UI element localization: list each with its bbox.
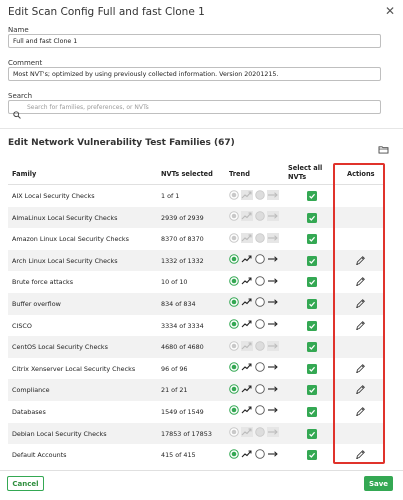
trend-dynamic-radio[interactable] bbox=[229, 297, 239, 309]
select-all-nvts-checkbox[interactable] bbox=[307, 407, 317, 417]
trend-radio-group bbox=[229, 233, 279, 244]
select-all-nvts-checkbox[interactable] bbox=[307, 450, 317, 460]
trend-up-icon bbox=[241, 405, 253, 417]
trend-dynamic-radio[interactable] bbox=[229, 254, 239, 266]
trend-up-icon bbox=[241, 276, 253, 288]
col-select-all-line2: NVTs bbox=[288, 173, 307, 181]
check-icon bbox=[308, 214, 316, 222]
col-nvts-selected[interactable]: NVTs selected bbox=[161, 170, 213, 178]
family-name: Amazon Linux Local Security Checks bbox=[12, 235, 129, 244]
nvts-selected: 10 of 10 bbox=[161, 278, 188, 287]
check-icon bbox=[308, 386, 316, 394]
trend-static-radio bbox=[255, 211, 265, 223]
close-icon[interactable]: ✕ bbox=[384, 4, 395, 18]
trend-dynamic-radio bbox=[229, 427, 239, 439]
trend-up-icon bbox=[241, 362, 253, 374]
check-icon bbox=[308, 343, 316, 351]
name-input[interactable] bbox=[8, 34, 381, 48]
trend-static-radio bbox=[255, 190, 265, 202]
check-icon bbox=[308, 365, 316, 373]
table-row bbox=[8, 293, 383, 315]
search-placeholder: Search for families, preferences, or NVTs bbox=[27, 104, 149, 111]
table-row bbox=[8, 315, 383, 337]
cancel-button[interactable]: Cancel bbox=[7, 476, 44, 491]
table-row bbox=[8, 401, 383, 423]
nvts-selected: 8370 of 8370 bbox=[161, 235, 204, 244]
select-all-nvts-checkbox[interactable] bbox=[307, 256, 317, 266]
family-name: AlmaLinux Local Security Checks bbox=[12, 213, 118, 222]
trend-radio-group[interactable] bbox=[229, 449, 279, 460]
trend-static-radio[interactable] bbox=[255, 254, 265, 266]
folder-icon[interactable] bbox=[378, 139, 389, 158]
families-table bbox=[8, 159, 383, 466]
table-row bbox=[8, 358, 383, 380]
edit-family-pencil-icon[interactable] bbox=[355, 449, 366, 462]
trend-arrow-right-icon bbox=[267, 427, 279, 439]
edit-family-pencil-icon[interactable] bbox=[355, 298, 366, 311]
select-all-nvts-checkbox[interactable] bbox=[307, 385, 317, 395]
comment-input[interactable] bbox=[8, 67, 381, 81]
check-icon bbox=[308, 430, 316, 438]
check-icon bbox=[308, 257, 316, 265]
family-name: Compliance bbox=[12, 386, 50, 395]
trend-static-radio[interactable] bbox=[255, 362, 265, 374]
table-row bbox=[8, 228, 383, 250]
trend-radio-group[interactable] bbox=[229, 320, 279, 331]
trend-radio-group bbox=[229, 190, 279, 201]
trend-static-radio bbox=[255, 427, 265, 439]
col-family[interactable]: Family bbox=[12, 170, 37, 178]
trend-up-icon bbox=[241, 190, 253, 202]
trend-radio-group[interactable] bbox=[229, 276, 279, 287]
footer-divider bbox=[0, 470, 403, 471]
nvts-selected: 4680 of 4680 bbox=[161, 343, 204, 352]
col-trend[interactable]: Trend bbox=[229, 170, 250, 178]
table-row bbox=[8, 250, 383, 272]
trend-up-icon bbox=[241, 427, 253, 439]
trend-arrow-right-icon bbox=[267, 276, 279, 288]
trend-dynamic-radio[interactable] bbox=[229, 362, 239, 374]
select-all-nvts-checkbox[interactable] bbox=[307, 299, 317, 309]
check-icon bbox=[308, 408, 316, 416]
trend-arrow-right-icon bbox=[267, 297, 279, 309]
col-actions: Actions bbox=[347, 170, 375, 178]
check-icon bbox=[308, 192, 316, 200]
family-name: CentOS Local Security Checks bbox=[12, 343, 108, 352]
trend-static-radio[interactable] bbox=[255, 297, 265, 309]
trend-dynamic-radio[interactable] bbox=[229, 319, 239, 331]
trend-up-icon bbox=[241, 211, 253, 223]
nvts-selected: 1549 of 1549 bbox=[161, 407, 204, 416]
family-name: Default Accounts bbox=[12, 451, 67, 460]
trend-dynamic-radio[interactable] bbox=[229, 405, 239, 417]
family-name: Citrix Xenserver Local Security Checks bbox=[12, 364, 136, 373]
family-name: Arch Linux Local Security Checks bbox=[12, 256, 118, 265]
table-row bbox=[8, 444, 383, 466]
table-row bbox=[8, 336, 383, 358]
select-all-nvts-checkbox[interactable] bbox=[307, 234, 317, 244]
family-name: AIX Local Security Checks bbox=[12, 192, 95, 200]
nvts-selected: 96 of 96 bbox=[161, 364, 188, 373]
col-select-all-line1: Select all bbox=[288, 164, 323, 172]
trend-dynamic-radio bbox=[229, 190, 239, 202]
edit-family-pencil-icon[interactable] bbox=[355, 384, 366, 397]
check-icon bbox=[308, 451, 316, 459]
trend-up-icon bbox=[241, 297, 253, 309]
trend-static-radio[interactable] bbox=[255, 449, 265, 461]
trend-dynamic-radio bbox=[229, 211, 239, 223]
search-label: Search bbox=[8, 92, 33, 100]
table-row bbox=[8, 423, 383, 445]
trend-radio-group bbox=[229, 341, 279, 352]
table-row bbox=[8, 271, 383, 293]
trend-dynamic-radio[interactable] bbox=[229, 384, 239, 396]
comment-label: Comment bbox=[8, 59, 43, 67]
nvts-selected: 834 of 834 bbox=[161, 299, 196, 308]
check-icon bbox=[308, 300, 316, 308]
nvts-selected: 2939 of 2939 bbox=[161, 213, 204, 222]
trend-up-icon bbox=[241, 449, 253, 461]
families-title: Edit Network Vulnerability Test Families (67) bbox=[8, 138, 235, 148]
nvts-selected: 21 of 21 bbox=[161, 386, 188, 395]
nvts-selected: 3334 of 3334 bbox=[161, 321, 204, 330]
nvts-selected: 415 of 415 bbox=[161, 451, 196, 460]
divider bbox=[0, 128, 403, 129]
trend-radio-group bbox=[229, 212, 279, 223]
trend-static-radio[interactable] bbox=[255, 319, 265, 331]
edit-family-pencil-icon[interactable] bbox=[355, 255, 366, 268]
trend-up-icon bbox=[241, 233, 253, 245]
trend-arrow-right-icon bbox=[267, 211, 279, 223]
trend-radio-group[interactable] bbox=[229, 298, 279, 309]
table-row bbox=[8, 207, 383, 229]
trend-arrow-right-icon bbox=[267, 319, 279, 331]
trend-arrow-right-icon bbox=[267, 384, 279, 396]
edit-family-pencil-icon[interactable] bbox=[355, 406, 366, 419]
trend-static-radio bbox=[255, 341, 265, 353]
edit-family-pencil-icon[interactable] bbox=[355, 320, 366, 333]
table-header bbox=[8, 159, 383, 185]
trend-static-radio bbox=[255, 233, 265, 245]
search-input[interactable] bbox=[8, 100, 381, 114]
family-name: Buffer overflow bbox=[12, 299, 61, 308]
trend-arrow-right-icon bbox=[267, 254, 279, 266]
select-all-nvts-checkbox[interactable] bbox=[307, 213, 317, 223]
trend-arrow-right-icon bbox=[267, 190, 279, 202]
select-all-nvts-checkbox[interactable] bbox=[307, 321, 317, 331]
edit-family-pencil-icon[interactable] bbox=[355, 276, 366, 289]
trend-radio-group[interactable] bbox=[229, 255, 279, 266]
trend-static-radio[interactable] bbox=[255, 405, 265, 417]
dialog-title: Edit Scan Config Full and fast Clone 1 bbox=[8, 6, 205, 18]
trend-static-radio[interactable] bbox=[255, 384, 265, 396]
trend-up-icon bbox=[241, 319, 253, 331]
trend-up-icon bbox=[241, 341, 253, 353]
select-all-nvts-checkbox[interactable] bbox=[307, 342, 317, 352]
trend-dynamic-radio[interactable] bbox=[229, 276, 239, 288]
trend-arrow-right-icon bbox=[267, 233, 279, 245]
select-all-nvts-checkbox[interactable] bbox=[307, 191, 317, 201]
table-row bbox=[8, 185, 383, 207]
trend-radio-group[interactable] bbox=[229, 406, 279, 417]
trend-radio-group[interactable] bbox=[229, 363, 279, 374]
table-row bbox=[8, 379, 383, 401]
trend-radio-group[interactable] bbox=[229, 384, 279, 395]
trend-arrow-right-icon bbox=[267, 341, 279, 353]
select-all-nvts-checkbox[interactable] bbox=[307, 364, 317, 374]
check-icon bbox=[308, 278, 316, 286]
trend-radio-group bbox=[229, 428, 279, 439]
trend-dynamic-radio bbox=[229, 233, 239, 245]
trend-up-icon bbox=[241, 384, 253, 396]
select-all-nvts-checkbox[interactable] bbox=[307, 277, 317, 287]
name-label: Name bbox=[8, 26, 29, 34]
trend-up-icon bbox=[241, 254, 253, 266]
nvts-selected: 17853 of 17853 bbox=[161, 429, 212, 438]
family-name: Debian Local Security Checks bbox=[12, 429, 107, 438]
family-name: Brute force attacks bbox=[12, 278, 74, 287]
check-icon bbox=[308, 235, 316, 243]
table-body bbox=[8, 185, 383, 466]
select-all-nvts-checkbox[interactable] bbox=[307, 429, 317, 439]
family-name: CISCO bbox=[12, 321, 32, 330]
save-button[interactable]: Save bbox=[364, 476, 393, 491]
nvts-selected: 1332 of 1332 bbox=[161, 256, 204, 265]
trend-arrow-right-icon bbox=[267, 449, 279, 461]
trend-static-radio[interactable] bbox=[255, 276, 265, 288]
family-name: Databases bbox=[12, 407, 46, 416]
trend-arrow-right-icon bbox=[267, 362, 279, 374]
trend-dynamic-radio bbox=[229, 341, 239, 353]
edit-family-pencil-icon[interactable] bbox=[355, 363, 366, 376]
trend-arrow-right-icon bbox=[267, 405, 279, 417]
search-icon bbox=[13, 104, 21, 123]
trend-dynamic-radio[interactable] bbox=[229, 449, 239, 461]
nvts-selected: 1 of 1 bbox=[161, 192, 180, 200]
check-icon bbox=[308, 322, 316, 330]
